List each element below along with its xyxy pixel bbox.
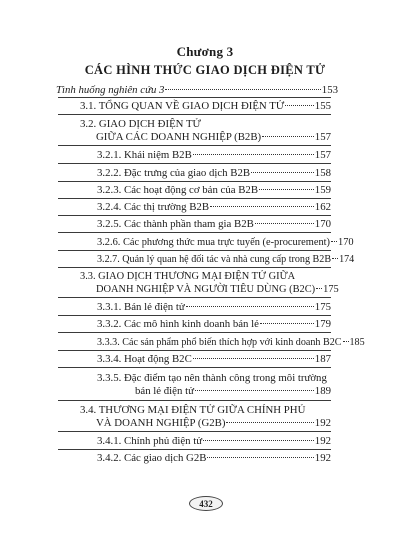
toc-page-number: 155 <box>314 100 331 112</box>
toc-entry-label: 3.3.5. Đặc điểm tạo nên thành công trong môi trường <box>97 372 327 384</box>
toc-entry-case-study[interactable] <box>56 84 338 97</box>
separator-line <box>58 332 331 333</box>
dot-leader <box>193 154 314 155</box>
chapter-title: CÁC HÌNH THỨC GIAO DỊCH ĐIỆN TỬ <box>84 63 326 77</box>
toc-entry-label: 3.3. GIAO DỊCH THƯƠNG MẠI ĐIỆN TỬ GIỮA <box>80 271 296 282</box>
separator-line <box>58 367 331 368</box>
toc-page-number: 192 <box>314 435 331 447</box>
toc-entry-label: 3.4.1. Chính phủ điện tử <box>97 435 203 447</box>
dot-leader <box>316 288 322 289</box>
toc-entry-3-2-1[interactable] <box>97 149 331 162</box>
toc-entry-3-4[interactable] <box>80 404 331 430</box>
toc-entry-3-2-2[interactable] <box>97 167 331 180</box>
separator-line <box>58 267 331 268</box>
separator-line <box>58 198 331 199</box>
toc-page-number: 162 <box>314 201 331 213</box>
toc-entry-label-cont: bán lẻ điện tử <box>135 385 194 397</box>
toc-entry-label: 3.2.7. Quản lý quan hệ đối tác và nhà cung cấp trong B2B <box>97 254 332 265</box>
separator-line <box>58 431 331 432</box>
toc-page-number: 185 <box>349 337 365 348</box>
dot-leader <box>343 341 349 342</box>
toc-entry-label-cont: DOANH NGHIỆP VÀ NGƯỜI TIÊU DÙNG (B2C) <box>96 284 316 295</box>
toc-page-number: 179 <box>314 318 331 330</box>
toc-entry-3-2-6[interactable] <box>97 236 354 249</box>
dot-leader <box>260 323 314 324</box>
separator-line <box>58 163 331 164</box>
toc-entry-label: 3.1. TỔNG QUAN VỀ GIAO DỊCH ĐIỆN TỬ <box>80 100 285 112</box>
dot-leader <box>226 422 313 423</box>
separator-line <box>58 297 331 298</box>
toc-entry-label: 3.3.4. Hoạt động B2C <box>97 353 192 365</box>
separator-line <box>58 350 331 351</box>
toc-entry-label: 3.2.5. Các thành phần tham gia B2B <box>97 218 254 230</box>
toc-entry-label: 3.2. GIAO DỊCH ĐIỆN TỬ <box>80 118 201 130</box>
toc-entry-3-2-3[interactable] <box>97 184 331 197</box>
dot-leader <box>207 457 313 458</box>
dot-leader <box>193 358 314 359</box>
toc-page-number: 159 <box>314 184 331 196</box>
dot-leader <box>259 189 314 190</box>
toc-entry-3-4-2[interactable] <box>97 452 331 465</box>
toc-page-number: 192 <box>314 452 331 464</box>
dot-leader <box>332 258 338 259</box>
dot-leader <box>262 136 314 137</box>
toc-entry-label-cont: GIỮA CÁC DOANH NGHIỆP (B2B) <box>96 131 262 143</box>
toc-entry-label: 3.2.1. Khái niệm B2B <box>97 149 192 161</box>
dot-leader <box>251 172 314 173</box>
toc-entry-label: 3.2.2. Đặc trưng của giao dịch B2B <box>97 167 251 179</box>
separator-line <box>58 315 331 316</box>
page-number-badge: 432 <box>189 496 223 511</box>
toc-page-number: 174 <box>339 254 355 265</box>
toc-entry-3-2[interactable] <box>80 118 331 144</box>
toc-entry-3-4-1[interactable] <box>97 435 331 448</box>
dot-leader <box>195 390 314 391</box>
separator-line <box>58 114 331 115</box>
separator-line <box>58 97 331 98</box>
toc-page-number: 170 <box>314 218 331 230</box>
toc-page-number: 175 <box>323 284 339 295</box>
toc-entry-3-3-5[interactable] <box>97 372 331 398</box>
separator-line <box>58 181 331 182</box>
toc-page-number: 187 <box>314 353 331 365</box>
toc-page-number: 158 <box>314 167 331 179</box>
toc-entry-3-2-7[interactable] <box>97 253 355 266</box>
dot-leader <box>165 89 320 90</box>
toc-entry-3-3[interactable] <box>80 270 339 296</box>
toc-entry-label: 3.3.2. Các mô hình kinh doanh bán lẻ <box>97 318 259 330</box>
toc-entry-3-3-4[interactable] <box>97 353 331 366</box>
toc-entry-label-cont: VÀ DOANH NGHIỆP (G2B) <box>96 417 226 429</box>
toc-page-number: 192 <box>314 417 331 429</box>
dot-leader <box>210 206 314 207</box>
toc-page-number: 153 <box>321 84 338 96</box>
toc-entry-label: 3.3.3. Các sản phẩm phổ biến thích hợp với kinh doanh B2C <box>97 337 342 348</box>
toc-page-number: 175 <box>314 301 331 313</box>
toc-page-number: 170 <box>338 237 354 248</box>
separator-line <box>58 250 331 251</box>
separator-line <box>58 400 331 401</box>
toc-entry-label: 3.2.3. Các hoạt động cơ bản của B2B <box>97 184 259 196</box>
toc-entry-label: Tình huống nghiên cứu 3 <box>56 84 165 96</box>
dot-leader <box>331 241 337 242</box>
toc-page-number: 157 <box>314 131 331 143</box>
separator-line <box>58 215 331 216</box>
toc-page-number: 157 <box>314 149 331 161</box>
toc-entry-label: 3.3.1. Bán lẻ điện tử <box>97 301 185 313</box>
toc-entry-label: 3.2.4. Các thị trường B2B <box>97 201 210 213</box>
toc-entry-3-2-4[interactable] <box>97 201 331 214</box>
toc-entry-3-1[interactable] <box>80 100 331 113</box>
separator-line <box>58 232 331 233</box>
toc-entry-3-3-3[interactable] <box>97 336 365 349</box>
toc-entry-label: 3.2.6. Các phương thức mua trực tuyến (e-procurement) <box>97 237 331 248</box>
dot-leader <box>255 223 314 224</box>
separator-line <box>58 145 331 146</box>
toc-entry-label: 3.4.2. Các giao dịch G2B <box>97 452 207 464</box>
dot-leader <box>203 440 314 441</box>
toc-page-number: 189 <box>314 385 331 397</box>
toc-entry-3-3-2[interactable] <box>97 318 331 331</box>
toc-entry-3-2-5[interactable] <box>97 218 331 231</box>
dot-leader <box>186 306 314 307</box>
separator-line <box>58 449 331 450</box>
chapter-heading: Chương 3 <box>176 44 234 59</box>
toc-entry-3-3-1[interactable] <box>97 301 331 314</box>
toc-entry-label: 3.4. THƯƠNG MẠI ĐIỆN TỬ GIỮA CHÍNH PHỦ <box>80 404 306 416</box>
dot-leader <box>285 105 314 106</box>
